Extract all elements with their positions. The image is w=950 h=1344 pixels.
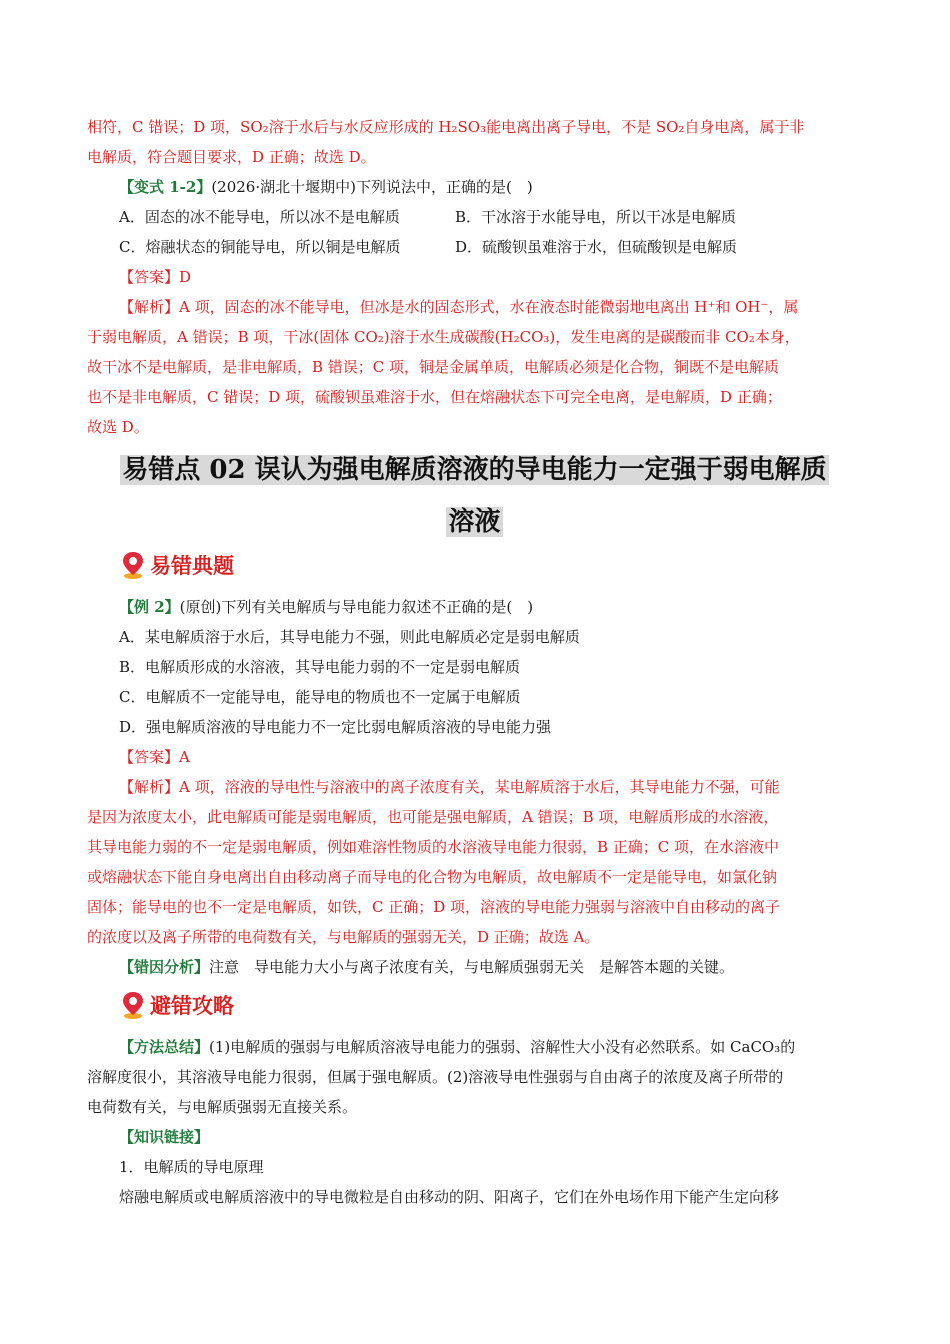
method-line xyxy=(87,1032,862,1062)
variant-option-d: D．硫酸钡虽难溶于水，但硫酸钡是电解质 xyxy=(455,238,738,256)
example-analysis xyxy=(87,772,862,952)
error-analysis xyxy=(87,952,862,982)
variant-option-b: B．干冰溶于水能导电，所以干冰是电解质 xyxy=(455,208,737,226)
example-tag: 【例 2】 xyxy=(119,598,180,616)
intro-line: 电解质，符合题目要求，D 正确；故选 D。 xyxy=(87,148,376,166)
analysis-line: 的浓度以及离子所带的电荷数有关，与电解质的强弱无关，D 正确；故选 A。 xyxy=(87,928,600,946)
heading-line: 易错点 02 误认为强电解质溶液的导电能力一定强于弱电解质 xyxy=(122,455,827,485)
section-title: 避错攻略 xyxy=(150,994,234,1018)
heading-line: 溶液 xyxy=(448,507,501,537)
variant-option-a: A．固态的冰不能导电，所以冰不是电解质 xyxy=(119,208,400,226)
variant-answer: 【答案】D xyxy=(119,268,192,286)
example-question xyxy=(87,592,862,622)
knowledge-link xyxy=(87,1122,862,1212)
error-analysis-text: 注意 导电能力大小与离子浓度有关，与电解质强弱无关 是解答本题的关键。 xyxy=(209,958,735,976)
example-answer: 【答案】A xyxy=(119,748,190,766)
knowledge-item-text: 熔融电解质或电解质溶液中的导电微粒是自由移动的阴、阳离子，它们在外电场作用下能产生定向移 xyxy=(119,1188,780,1206)
method-text: (1)电解质的强弱与电解质溶液导电能力的强弱、溶解性大小没有必然联系。如 CaCO₃的 xyxy=(209,1038,796,1056)
variant-analysis xyxy=(87,292,862,442)
section-avoid-strategy xyxy=(120,990,234,1020)
example-block xyxy=(87,592,862,982)
analysis-line: 【解析】A 项，固态的冰不能导电，但冰是水的固态形式，水在液态时能微弱地电离出 H⁺和 OH⁻，属 xyxy=(119,298,799,316)
analysis-line: 也不是非电解质，C 错误；D 项，硫酸钡虽难溶于水，但在熔融状态下可完全电离，是电解质，D 正确； xyxy=(87,388,782,406)
method-tag: 【方法总结】 xyxy=(119,1038,210,1056)
analysis-line: 【解析】A 项，溶液的导电性与溶液中的离子浓度有关，某电解质溶于水后，其导电能力不强，可能 xyxy=(119,778,780,796)
method-line: 溶解度很小，其溶液导电能力很弱，但属于强电解质。(2)溶液导电性强弱与自由离子的浓度及离子所带的 xyxy=(87,1068,784,1086)
example-option: A．某电解质溶于水后，其导电能力不强，则此电解质必定是弱电解质 xyxy=(119,628,580,646)
knowledge-item-title: 1．电解质的导电原理 xyxy=(119,1158,264,1176)
variant-options-row xyxy=(87,202,862,232)
example-option: D．强电解质溶液的导电能力不一定比弱电解质溶液的导电能力强 xyxy=(119,718,552,736)
variant-tag: 【变式 1-2】 xyxy=(119,178,212,196)
variant-options-row xyxy=(87,232,862,262)
analysis-line: 故干冰不是电解质，是非电解质，B 错误；C 项，铜是金属单质，电解质必须是化合物，铜既不是电解质 xyxy=(87,358,780,376)
variant-option-c: C．熔融状态的铜能导电，所以铜是电解质 xyxy=(119,238,401,256)
example-option: B．电解质形成的水溶液，其导电能力弱的不一定是弱电解质 xyxy=(119,658,521,676)
analysis-line: 于弱电解质，A 错误；B 项，干冰(固体 CO₂)溶于水生成碳酸(H₂CO₃)，发生电离的是碳酸而非 CO₂本身， xyxy=(87,328,800,346)
error-point-heading xyxy=(87,444,862,548)
variant-question-text: (2026·湖北十堰期中)下列说法中，正确的是( ) xyxy=(211,178,533,196)
intro-line: 相符，C 错误；D 项，SO₂溶于水后与水反应形成的 H₂SO₃能电离出离子导电，不是 SO₂自身电离，属于非 xyxy=(87,118,805,136)
analysis-line: 是因为浓度太小，此电解质可能是弱电解质，也可能是强电解质，A 错误；B 项，电解质形成的水溶液， xyxy=(87,808,779,826)
analysis-line: 固体；能导电的也不一定是电解质，如铁，C 正确；D 项，溶液的导电能力强弱与溶液中自由移动的离子 xyxy=(87,898,781,916)
knowledge-tag: 【知识链接】 xyxy=(119,1128,210,1146)
section-typical-errors xyxy=(120,550,234,580)
analysis-line: 故选 D。 xyxy=(87,418,149,436)
variant-question xyxy=(87,172,862,202)
variant-block xyxy=(87,172,862,442)
example-question-text: (原创)下列有关电解质与导电能力叙述不正确的是( ) xyxy=(179,598,534,616)
intro-paragraph xyxy=(87,112,862,172)
analysis-line: 或熔融状态下能自身电离出自由移动离子而导电的化合物为电解质，故电解质不一定是能导电，如氯化钠 xyxy=(87,868,778,886)
section-title: 易错典题 xyxy=(150,554,234,578)
location-pin-icon xyxy=(120,990,146,1020)
analysis-line: 其导电能力弱的不一定是弱电解质，例如难溶性物质的水溶液导电能力很弱，B 正确；C 项，在水溶液中 xyxy=(87,838,780,856)
method-line: 电荷数有关，与电解质强弱无直接关系。 xyxy=(87,1098,358,1116)
error-analysis-tag: 【错因分析】 xyxy=(119,958,210,976)
location-pin-icon xyxy=(120,550,146,580)
method-summary xyxy=(87,1032,862,1122)
example-option: C．电解质不一定能导电，能导电的物质也不一定属于电解质 xyxy=(119,688,521,706)
